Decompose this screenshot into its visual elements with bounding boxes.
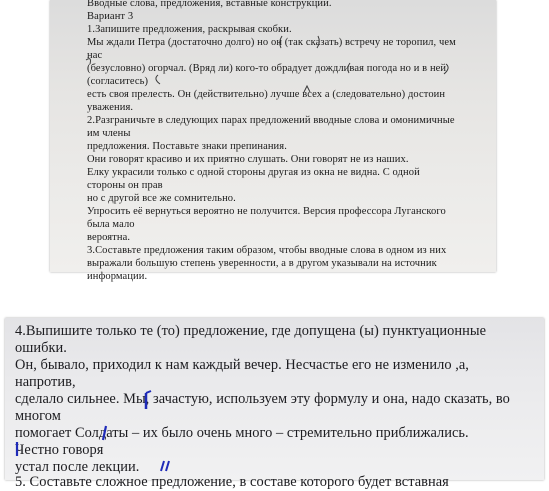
- worksheet-photo-top: [50, 0, 496, 282]
- worksheet-photo-bottom: [5, 318, 544, 490]
- text-line: Упросить её вернуться вероятно не получится. Версия профессора Луганского: [87, 206, 446, 217]
- text-line: (согласитесь): [87, 76, 149, 87]
- text-line: 3.Составьте предложения таким образом, чтобы вводные слова в одном из них: [87, 245, 447, 256]
- text-line: многом: [15, 408, 61, 424]
- text-line: 5. Составьте сложное предложение, в составе которого будет вставная: [15, 474, 449, 490]
- text-line: 4.Выпишите только те (то) предложение, где допущена (ы) пунктуационные: [15, 323, 487, 339]
- text-line: 1.Запишите предложения, раскрывая скобки.: [87, 24, 292, 35]
- text-line: вероятна.: [87, 232, 131, 243]
- text-line: Елку украсили только с одной стороны другая из окна не видна. С одной: [87, 167, 420, 178]
- text-line: напротив,: [15, 374, 76, 390]
- text-line: предложения. Поставьте знаки препинания.: [87, 141, 287, 152]
- text-line: сделало сильнее. Мы, зачастую, используем эту формулу и она, надо сказать, во: [15, 391, 510, 407]
- text-line: устал после лекции.: [15, 459, 140, 475]
- text-line: Вариант 3: [87, 11, 134, 22]
- text-line: есть своя прелесть. Он (действительно) лучше всех а (следовательно) достоин: [87, 89, 446, 100]
- text-line: Мы ждали Петра (достаточно долго) но он (так сказать) встречу не торопил, чем: [87, 37, 456, 48]
- text-line: нас: [87, 50, 103, 61]
- text-line: но с другой все же сомнительно.: [87, 193, 236, 204]
- text-line: Честно говоря: [15, 442, 104, 458]
- text-line: была мало: [87, 219, 135, 230]
- text-line: уважения.: [87, 102, 134, 113]
- text-line: ошибки.: [15, 340, 67, 356]
- pencil-marks: [50, 0, 496, 272]
- text-line: Он, бывало, приходил к нам каждый вечер. Несчастье его не изменило ,а,: [15, 357, 469, 373]
- text-line: им члены: [87, 128, 131, 139]
- text-line: Вводные слова, предложения, вставные конструкции.: [87, 0, 332, 9]
- text-line: выражали большую степень уверенности, а в другом указывали на источник: [87, 258, 437, 269]
- text-line: информации.: [87, 271, 148, 282]
- text-line: (безусловно) огорчал. (Вряд ли) кого-то обрадует дождливая погода но и в ней: [87, 63, 447, 74]
- text-line: стороны он прав: [87, 180, 163, 191]
- text-line: 2.Разграничьте в следующих парах предложений вводные слова и омонимичные: [87, 115, 455, 126]
- text-line: Они говорят красиво и их приятно слушать. Они говорят не из наших.: [87, 154, 409, 165]
- pen-marks: [5, 318, 544, 480]
- text-line: помогает Солдаты – их было очень много – стремительно приближались.: [15, 425, 469, 441]
